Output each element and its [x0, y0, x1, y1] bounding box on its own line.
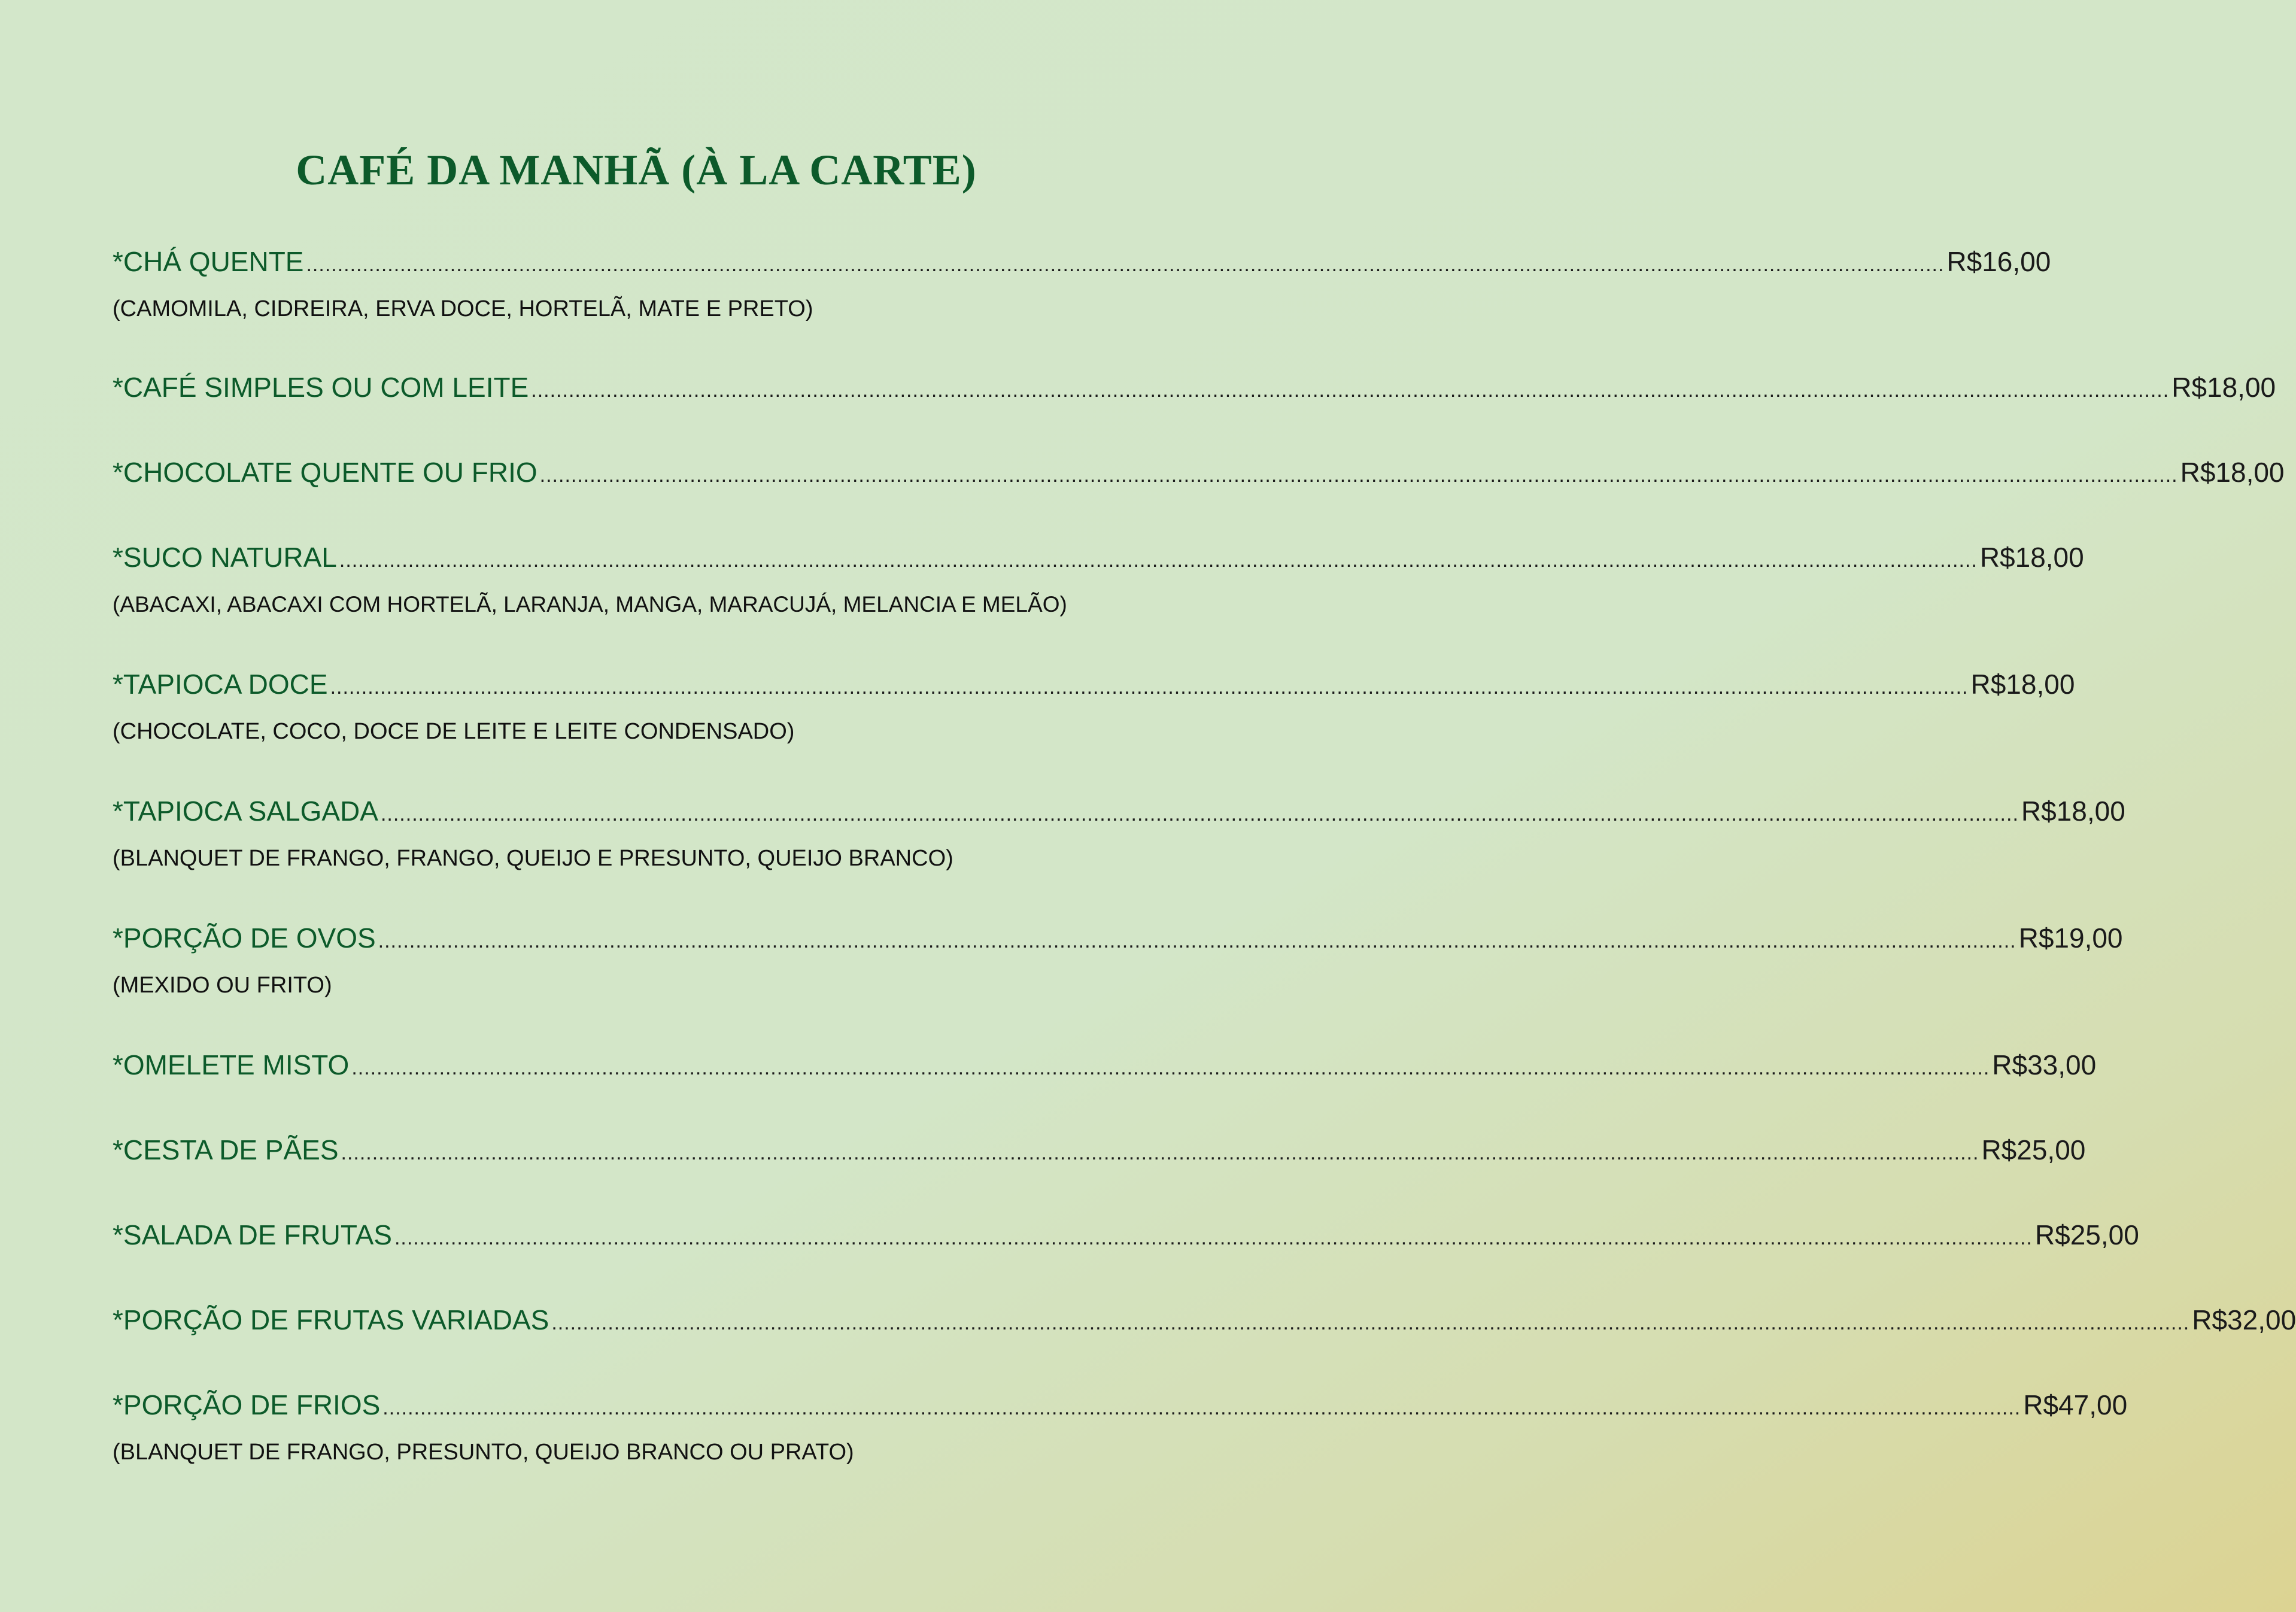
item-price: R$16,00 — [1946, 246, 2051, 277]
item-name: *SALADA DE FRUTAS — [113, 1219, 392, 1250]
item-price: R$18,00 — [1970, 669, 2075, 700]
dot-leader: ...................................................................................................................................................................................................................................................................... — [380, 803, 2019, 825]
item-name: *PORÇÃO DE OVOS — [113, 922, 376, 954]
menu-item — [113, 456, 2285, 541]
page-title: CAFÉ DA MANHÃ (À LA CARTE) — [296, 146, 977, 194]
item-name: *PORÇÃO DE FRIOS — [113, 1389, 381, 1420]
menu-item — [113, 371, 2276, 456]
item-line — [113, 456, 2285, 498]
item-price: R$25,00 — [1981, 1134, 2086, 1165]
item-name: *OMELETE MISTO — [113, 1049, 350, 1080]
dot-leader: ...................................................................................................................................................................................................................................................................... — [341, 1142, 1979, 1164]
dot-leader: ...................................................................................................................................................................................................................................................................... — [306, 253, 1945, 276]
item-name: *PORÇÃO DE FRUTAS VARIADAS — [113, 1304, 549, 1335]
dot-leader: ...................................................................................................................................................................................................................................................................... — [378, 930, 2016, 952]
item-line — [113, 668, 2075, 710]
menu-item — [113, 1389, 2128, 1479]
item-price: R$33,00 — [1992, 1049, 2097, 1080]
item-name: *CESTA DE PÃES — [113, 1134, 339, 1165]
dot-leader: ...................................................................................................................................................................................................................................................................... — [382, 1397, 2021, 1419]
menu-item — [113, 1304, 2296, 1389]
item-price: R$18,00 — [2180, 457, 2285, 488]
item-line — [113, 795, 2125, 837]
dot-leader: ...................................................................................................................................................................................................................................................................... — [330, 676, 1969, 699]
menu-item — [113, 668, 2075, 795]
item-line — [113, 1049, 2097, 1091]
item-description: (CHOCOLATE, COCO, DOCE DE LEITE E LEITE CONDENSADO) — [113, 719, 795, 744]
item-price: R$19,00 — [2018, 922, 2123, 954]
menu-item — [113, 1134, 2086, 1219]
menu-item — [113, 541, 2084, 668]
item-price: R$25,00 — [2034, 1219, 2139, 1250]
item-description: (CAMOMILA, CIDREIRA, ERVA DOCE, HORTELÃ, MATE E PRETO) — [113, 296, 813, 321]
item-name: *CHÁ QUENTE — [113, 246, 304, 277]
item-line — [113, 371, 2276, 413]
item-line — [113, 922, 2123, 964]
item-line — [113, 1304, 2296, 1346]
item-price: R$18,00 — [2172, 372, 2276, 403]
item-price: R$18,00 — [2021, 796, 2125, 827]
dot-leader: ...................................................................................................................................................................................................................................................................... — [551, 1312, 2190, 1334]
item-line — [113, 1389, 2128, 1431]
item-name: *SUCO NATURAL — [113, 542, 337, 573]
item-description: (ABACAXI, ABACAXI COM HORTELÃ, LARANJA, MANGA, MARACUJÁ, MELANCIA E MELÃO) — [113, 592, 1067, 617]
item-line — [113, 1134, 2086, 1176]
item-name: *TAPIOCA SALGADA — [113, 796, 378, 827]
menu-item — [113, 1219, 2139, 1304]
item-name: *CAFÉ SIMPLES OU COM LEITE — [113, 372, 529, 403]
item-description: (MEXIDO OU FRITO) — [113, 973, 332, 998]
dot-leader: ...................................................................................................................................................................................................................................................................... — [394, 1227, 2033, 1249]
item-price: R$47,00 — [2023, 1389, 2128, 1420]
item-price: R$18,00 — [1979, 542, 2084, 573]
item-line — [113, 1219, 2139, 1261]
dot-leader: ...................................................................................................................................................................................................................................................................... — [339, 549, 1978, 572]
menu-item — [113, 1049, 2097, 1134]
item-line — [113, 245, 2051, 287]
menu-item — [113, 922, 2123, 1049]
item-description: (BLANQUET DE FRANGO, FRANGO, QUEIJO E PRESUNTO, QUEIJO BRANCO) — [113, 846, 953, 871]
item-description: (BLANQUET DE FRANGO, PRESUNTO, QUEIJO BRANCO OU PRATO) — [113, 1440, 854, 1465]
dot-leader: ...................................................................................................................................................................................................................................................................... — [531, 379, 2170, 402]
dot-leader: ...................................................................................................................................................................................................................................................................... — [351, 1057, 1990, 1079]
item-name: *TAPIOCA DOCE — [113, 669, 328, 700]
menu-item — [113, 795, 2125, 922]
item-name: *CHOCOLATE QUENTE OU FRIO — [113, 457, 537, 488]
menu-item — [113, 245, 2051, 371]
item-price: R$32,00 — [2192, 1304, 2296, 1335]
dot-leader: ...................................................................................................................................................................................................................................................................... — [539, 464, 2178, 487]
item-line — [113, 541, 2084, 583]
menu-list — [113, 245, 2296, 1479]
